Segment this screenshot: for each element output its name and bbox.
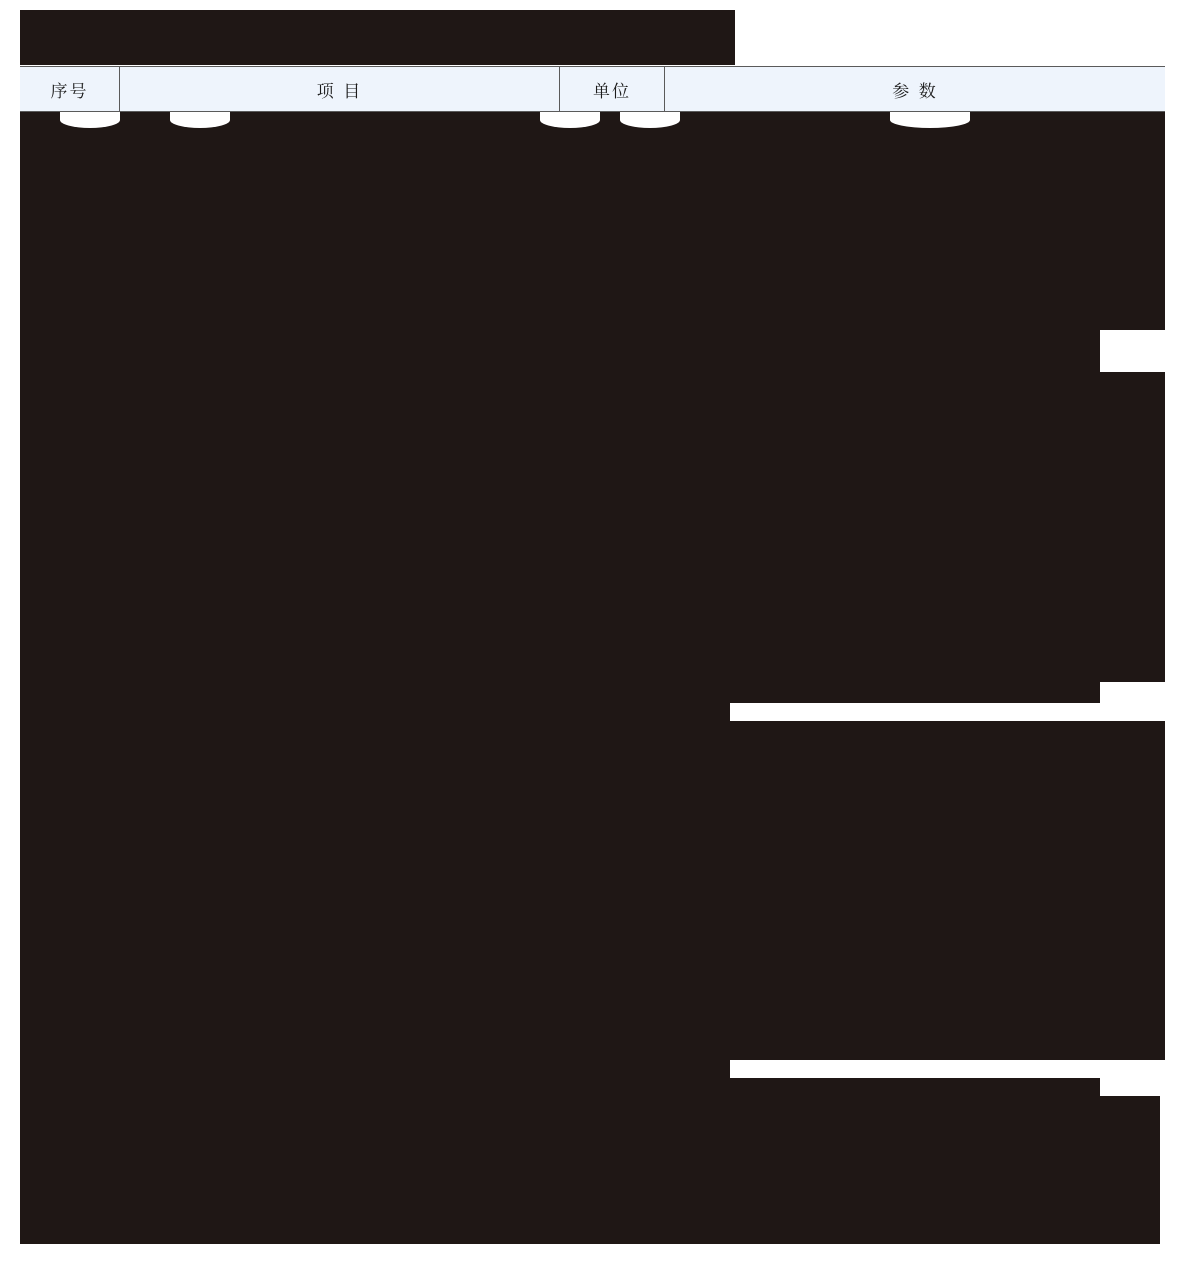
column-header-unit: 单位 (560, 67, 665, 111)
edge-notch (620, 112, 680, 128)
body-gap (730, 1060, 1200, 1078)
edge-notch (60, 112, 120, 128)
edge-notch (540, 112, 600, 128)
column-header-item: 项 目 (120, 67, 560, 111)
right-margin (1160, 1078, 1200, 1248)
edge-notch (890, 112, 970, 128)
left-margin (0, 112, 20, 1244)
body-gap (730, 703, 1200, 721)
bottom-margin (20, 1244, 1200, 1266)
column-header-index: 序号 (20, 67, 120, 111)
column-header-parameter: 参 数 (892, 81, 938, 102)
edge-notch (170, 112, 230, 128)
table-header-row (20, 66, 1165, 112)
title-block-redacted (20, 10, 735, 65)
right-margin (1165, 112, 1200, 722)
